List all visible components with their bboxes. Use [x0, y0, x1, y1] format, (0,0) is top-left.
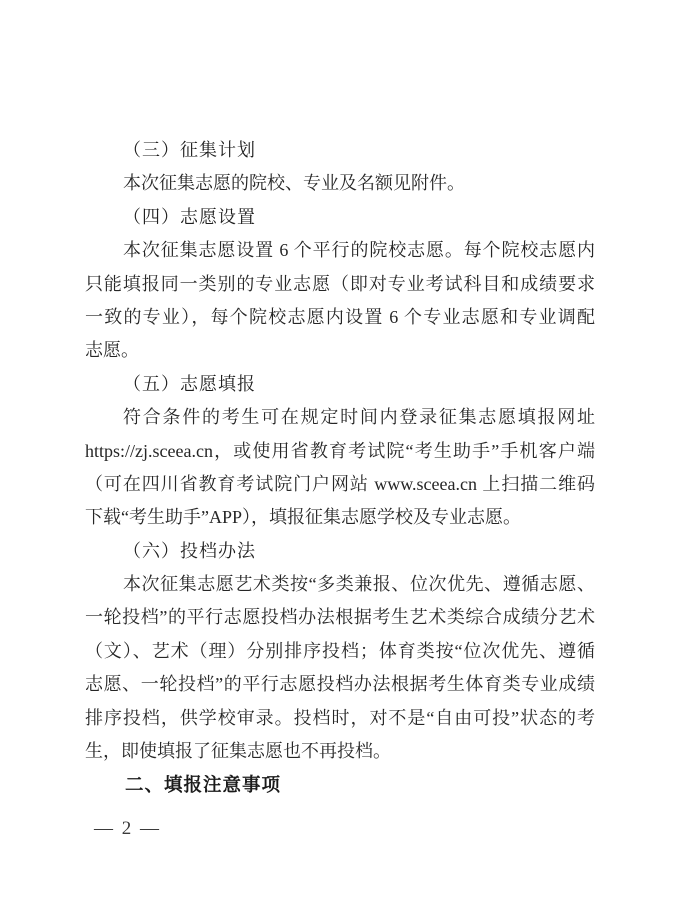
body-line: 本次征集志愿艺术类按“多类兼报、位次优先、遵循志愿、 [123, 574, 595, 595]
page-number: — 2 — [94, 818, 161, 839]
body-line: 下载“考生助手”APP），填报征集志愿学校及专业志愿。 [85, 507, 521, 528]
body-line: （文）、艺术（理）分别排序投档；体育类按“位次优先、遵循 [85, 640, 595, 661]
section-heading-3: （三）征集计划 [123, 140, 256, 160]
section-heading-4: （四）志愿设置 [123, 206, 256, 227]
body-line-url: https://zj.sceea.cn，或使用省教育考试院“考生助手”手机客户端 [85, 440, 595, 461]
document-content [85, 134, 595, 802]
body-line: 一轮投档”的平行志愿投档办法根据考生艺术类综合成绩分艺术 [85, 607, 595, 628]
body-line: 生，即使填报了征集志愿也不再投档。 [85, 741, 391, 762]
body-line-url: （可在四川省教育考试院门户网站 www.sceea.cn 上扫描二维码 [85, 473, 595, 494]
body-line: 本次征集志愿设置 6 个平行的院校志愿。每个院校志愿内 [123, 240, 595, 261]
body-line: 符合条件的考生可在规定时间内登录征集志愿填报网址 [123, 407, 595, 428]
section-title-bold: 二、填报注意事项 [125, 774, 282, 796]
body-line: 本次征集志愿的院校、专业及名额见附件。 [123, 173, 465, 194]
body-line: 一致的专业），每个院校志愿内设置 6 个专业志愿和专业调配 [85, 306, 595, 327]
body-line: 志愿。 [85, 340, 139, 361]
section-heading-5: （五）志愿填报 [123, 373, 256, 394]
body-line: 排序投档，供学校审录。投档时，对不是“自由可投”状态的考 [85, 707, 595, 728]
body-line: 只能填报同一类别的专业志愿（即对专业考试科目和成绩要求 [85, 273, 595, 294]
section-heading-6: （六）投档办法 [123, 540, 256, 561]
body-line: 志愿、一轮投档”的平行志愿投档办法根据考生体育类专业成绩 [85, 674, 595, 695]
